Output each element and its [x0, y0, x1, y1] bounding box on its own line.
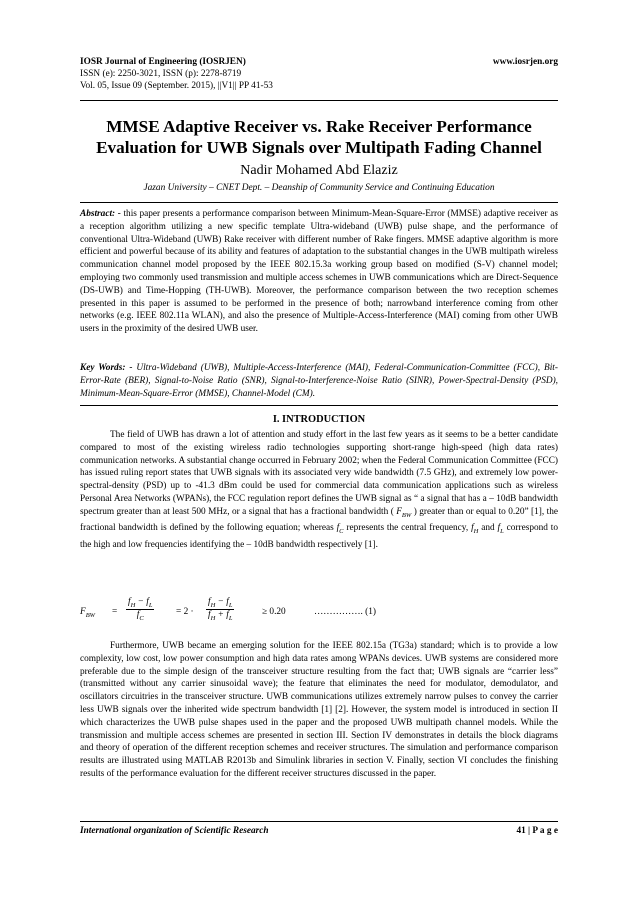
keywords-text: Ultra-Wideband (UWB), Multiple-Access-Interference (MAI), Federal-Communication-Committee (FCC), Bit-Error-Rate (BER), Signal-to-Noise Ratio (SNR), Signal-to-Interference-Noise Ratio (SINR), Power-Spectral-Density (PSD), Minimum-Mean-Square-Error (MMSE), Channel-Model (CM).	[80, 363, 558, 399]
intro-text-d: and	[481, 523, 495, 534]
eq-fraction-2: $\frac{f_H - f_L}{f_H + f_L}$	[208, 597, 233, 622]
intro-text-c: represents the central frequency,	[346, 523, 469, 534]
issn-line: ISSN (e): 2250-3021, ISSN (p): 2278-8719	[80, 69, 242, 79]
intro-text-e: correspond to the high and low frequencies identifying the – 10dB bandwidth respectively [1].	[80, 523, 559, 551]
title-line-1: MMSE Adaptive Receiver vs. Rake Receiver Performance	[106, 117, 532, 136]
math-f-c: $f_C$	[336, 523, 344, 536]
page-footer	[80, 826, 558, 836]
eq-fraction-1: $\frac{f_H - f_L}{f_C}$	[128, 597, 153, 622]
eq-two: = 2 ·	[176, 607, 194, 617]
keywords-bottom-divider	[80, 405, 558, 406]
journal-header	[80, 56, 558, 92]
footer-page-number: 41 | P a g e	[516, 826, 558, 836]
intro-text-b: ) greater than or equal to 0.20” [1], the fractional bandwidth is defined by the following equation; whereas	[80, 506, 558, 534]
intro-paragraph-2	[80, 640, 558, 781]
keywords-label: Key Words: -	[80, 363, 133, 373]
intro-paragraph-2-text: Furthermore, UWB became an emerging solution for the IEEE 802.15a (TG3a) standard; which is to provide a low complexity, low cost, low power consumption and high data rates among WPANs devices. UWB systems are considered more preferable due to the simple design of the transceiver structure resulting from the fact that; UWB signals are “carrier less” (transmitted without any carrier sinusoidal wave); the feature that eliminates the need for modulator, demodulator, and oscillators circuitries in the transceiver structure. UWB communications utilizes extremely narrow pulses to convey the carrier less UWB signals over the inherited wide spectrum bandwidth [1] [2]. However, the system model is introduced in section II which characterizes the UWB pulse shapes used in the paper and the proposed UWB multipath channel models. While the transmission and multiple access schemes are presented in section III. Section IV demonstrates in details the block diagrams and theory of operation of the different reception schemes and receiver structures. The simulation and performance comparison results are illustrated using MATLAB R2013b and Simulink libraries in section V. Finally, section VI concludes the finishing results of the performance evaluation for the different receiver structures discussed in the paper.	[80, 641, 558, 779]
abstract	[80, 208, 558, 336]
abstract-top-divider	[80, 202, 558, 203]
math-f-bw: $F_{BW}$	[396, 506, 412, 519]
title-line-2: Evaluation for UWB Signals over Multipath Fading Channel	[96, 138, 542, 157]
section-heading-introduction: I. INTRODUCTION	[272, 414, 366, 425]
intro-text-a: The field of UWB has drawn a lot of attention and study effort in the last few years as it seems to be a better candidate compared to most of the existing wireless radio technologies supporting short-range high-speed (high data rates) communication networks. A substantial change occurred in February 2002; when the Federal Communication Committee (FCC) has issued ruling report states that UWB signals with its associated very wide bandwidth (7.5 GHz), and extremely low power-spectral-density (PSD) up to -41.3 dBm could be used for commercial data communication applications such as wireless Personal Area Networks (WPANs), the FCC regulation report defines the UWB signal as “ a signal that has a – 10dB bandwidth spectrum greater than at least 500 MHz, or a signal that has a fractional bandwidth (	[80, 430, 558, 517]
author-affiliation: Jazan University – CNET Dept. – Deanship of Community Service and Continuing Education	[143, 183, 495, 193]
volume-line: Vol. 05, Issue 09 (September. 2015), ||V1|| PP 41-53	[80, 81, 273, 91]
journal-name: IOSR Journal of Engineering (IOSRJEN)	[80, 57, 246, 67]
abstract-text: this paper presents a performance comparison between Minimum-Mean-Square-Error (MMSE) adaptive receiver as a reception algorithm utilizing a new specific template Ultra-wideband (UWB) pulse shape, and the performance of conventional Ultra-Wideband (UWB) Rake receiver with different number of Rake fingers. MMSE adaptive algorithm is more efficient and powerful because of its ability and features of adaptation to the substantial changes in the UWB multipath wireless communication channel model proposed by the IEEE 802.15.3a working group based on modified (S-V) channel model; employing two commonly used transmission and multiple access schemes in UWB communications which are Direct-Sequence (DS-UWB) and Time-Hopping (TH-UWB). Moreover, the performance comparison between the two reception schemes presented in this paper is assumed to be performed in the presence of both; narrowband interference coming from other networks (e.g. IEEE 802.11a WLAN), and also the presence of Multiple-Access-Interference (MAI) coming from other UWB users in the proximity of the desired UWB user.	[80, 209, 558, 335]
paper-title	[80, 116, 558, 158]
math-f-l: $f_L$	[497, 523, 504, 536]
footer-organization: International organization of Scientific Research	[80, 826, 269, 836]
eq-equals: =	[112, 607, 118, 617]
keywords	[80, 362, 558, 400]
equation-1	[80, 593, 558, 637]
author-name: Nadir Mohamed Abd Elaziz	[240, 163, 398, 178]
header-divider	[80, 100, 558, 101]
math-f-h: $f_H$	[471, 523, 479, 536]
footer-divider	[80, 821, 558, 822]
intro-paragraph-1	[80, 429, 558, 552]
abstract-label: Abstract: -	[80, 209, 121, 219]
eq-number: ……………. (1)	[314, 607, 376, 617]
journal-website[interactable]: www.iosrjen.org	[492, 57, 558, 67]
eq-rhs: ≥ 0.20	[262, 607, 286, 617]
eq-lhs: $F_{BW}$	[80, 607, 96, 619]
